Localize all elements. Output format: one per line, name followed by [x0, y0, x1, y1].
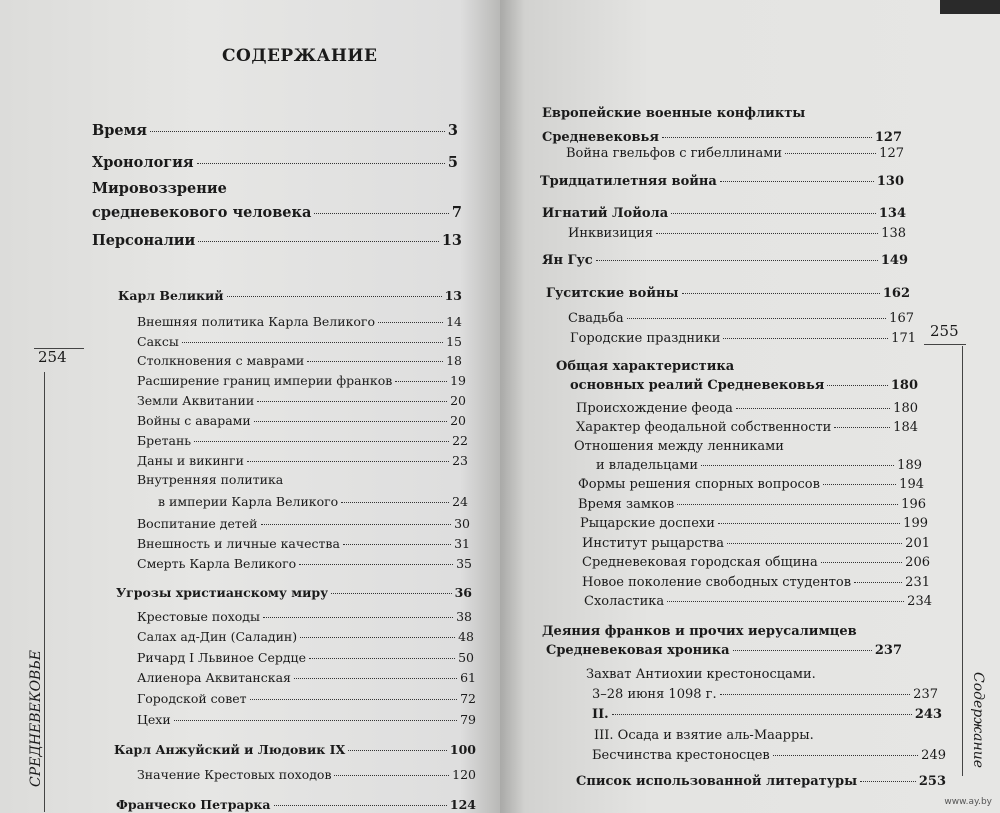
toc-entry-page: 180	[890, 378, 918, 393]
toc-entry-page: 138	[881, 226, 906, 241]
toc-entry-page: 189	[897, 458, 922, 473]
toc-entry-title: Войны с аварами	[137, 413, 251, 428]
toc-entry	[542, 253, 908, 268]
toc-entry-title: Бесчинства крестоносцев	[592, 748, 770, 763]
toc-entry-page: 79	[460, 712, 476, 727]
toc-leader-dots	[395, 381, 447, 382]
toc-entry-title: Алиенора Аквитанская	[137, 670, 291, 685]
toc-entry-title: Столкновения с маврами	[137, 353, 305, 368]
toc-leader-dots	[194, 441, 449, 442]
toc-entry-title: и владельцами	[596, 458, 699, 473]
toc-entry-page: 184	[893, 420, 918, 435]
toc-leader-dots	[682, 293, 880, 294]
toc-leader-dots	[662, 137, 872, 138]
toc-entry-title: Гуситские войны	[546, 286, 679, 301]
toc-entry-heading-line: Захват Антиохии крестоносцами.	[586, 667, 816, 682]
toc-entry-title: Внешность и личные качества	[137, 536, 340, 551]
toc-leader-dots	[823, 484, 896, 485]
toc-entry-page: 23	[452, 453, 468, 468]
toc-entry	[582, 536, 930, 551]
toc-entry	[137, 433, 468, 448]
toc-entry-title: Саксы	[137, 334, 179, 349]
toc-entry	[580, 516, 928, 531]
toc-entry-page: 31	[454, 536, 470, 551]
page-number-left: 254	[38, 348, 67, 366]
toc-leader-dots	[627, 318, 886, 319]
toc-entry	[158, 494, 468, 509]
toc-leader-dots	[343, 544, 451, 545]
toc-entry-page: 30	[454, 516, 470, 531]
toc-entry-title: Тридцатилетняя война	[540, 174, 717, 189]
toc-leader-dots	[723, 338, 888, 339]
toc-entry-title: Значение Крестовых походов	[137, 767, 332, 782]
toc-entry-page: 35	[456, 556, 472, 571]
toc-entry-page: 7	[451, 204, 462, 221]
toc-leader-dots	[821, 562, 902, 563]
toc-entry	[576, 401, 918, 416]
toc-entry	[570, 378, 918, 393]
toc-entry-title: в империи Карла Великого	[158, 494, 339, 509]
toc-entry-page: 127	[879, 146, 904, 161]
toc-leader-dots	[677, 504, 898, 505]
toc-entry	[596, 458, 922, 473]
toc-entry-title: Воспитание детей	[137, 516, 258, 531]
toc-entry	[116, 797, 476, 812]
toc-leader-dots	[341, 502, 449, 503]
toc-entry-title: Характер феодальной собственности	[576, 420, 832, 435]
toc-entry	[570, 331, 916, 346]
toc-entry	[137, 453, 468, 468]
toc-entry-page: 36	[454, 585, 472, 600]
right-page	[500, 0, 1000, 813]
toc-entry-page: 180	[893, 401, 918, 416]
toc-leader-dots	[736, 408, 890, 409]
toc-entry-page: 237	[913, 687, 938, 702]
toc-leader-dots	[827, 385, 887, 386]
toc-entry	[578, 497, 926, 512]
toc-entry-page: 120	[452, 767, 476, 782]
toc-entry-page: 24	[452, 494, 468, 509]
toc-entry-page: 149	[880, 253, 908, 268]
toc-leader-dots	[250, 699, 458, 700]
toc-entry-title: средневекового человека	[92, 204, 312, 221]
right-horizontal-rule	[924, 344, 966, 345]
toc-leader-dots	[720, 694, 911, 695]
toc-entry-title: основных реалий Средневековья	[570, 378, 825, 393]
toc-entry	[137, 629, 474, 644]
toc-entry	[576, 774, 946, 789]
toc-entry	[578, 477, 924, 492]
toc-entry-title: Средневековая городская община	[582, 555, 818, 570]
toc-entry-title: Франческо Петрарка	[116, 797, 271, 812]
toc-entry-page: 50	[458, 650, 474, 665]
toc-entry	[92, 122, 458, 139]
background-corner	[940, 0, 1000, 14]
toc-leader-dots	[274, 805, 447, 806]
toc-leader-dots	[834, 427, 890, 428]
toc-entry-heading-line: III. Осада и взятие аль-Маарры.	[594, 728, 814, 743]
toc-leader-dots	[701, 465, 894, 466]
toc-leader-dots	[299, 564, 453, 565]
toc-entry-page: 61	[460, 670, 476, 685]
toc-entry-page: 13	[444, 288, 462, 303]
toc-entry-title: Средневековая хроника	[546, 643, 730, 658]
running-title-right: Содержание	[970, 672, 986, 769]
toc-entry-page: 199	[903, 516, 928, 531]
toc-entry-page: 15	[446, 334, 462, 349]
toc-entry	[582, 575, 930, 590]
toc-entry-title: Рыцарские доспехи	[580, 516, 715, 531]
toc-leader-dots	[227, 296, 442, 297]
toc-entry-page: 19	[450, 373, 466, 388]
toc-entry-page: 13	[441, 232, 462, 249]
toc-leader-dots	[314, 213, 449, 214]
toc-entry-title: Карл Великий	[118, 288, 224, 303]
toc-leader-dots	[720, 181, 874, 182]
toc-entry-title: Ян Гус	[542, 253, 593, 268]
toc-entry	[592, 707, 942, 722]
toc-entry	[542, 206, 906, 221]
toc-entry	[137, 609, 472, 624]
toc-entry-page: 249	[921, 748, 946, 763]
toc-leader-dots	[334, 775, 449, 776]
toc-leader-dots	[718, 523, 900, 524]
toc-entry	[137, 334, 462, 349]
page-number-right: 255	[930, 322, 959, 340]
toc-entry-heading-line: Деяния франков и прочих иерусалимцев	[542, 624, 857, 639]
toc-entry-title: Городские праздники	[570, 331, 721, 346]
toc-leader-dots	[331, 593, 451, 594]
toc-entry-title: Внешняя политика Карла Великого	[137, 314, 375, 329]
toc-entry	[566, 146, 904, 161]
toc-entry-page: 130	[876, 174, 904, 189]
toc-leader-dots	[307, 361, 443, 362]
toc-entry-title: Время	[92, 122, 147, 139]
toc-entry	[137, 712, 476, 727]
toc-leader-dots	[261, 524, 452, 525]
toc-entry-page: 234	[907, 594, 932, 609]
toc-entry-heading-line: Внутренняя политика	[137, 472, 284, 487]
toc-entry-page: 38	[456, 609, 472, 624]
watermark: www.ay.by	[944, 797, 992, 807]
toc-entry	[137, 691, 476, 706]
toc-entry	[137, 650, 474, 665]
toc-entry-title: Ричард I Львиное Сердце	[137, 650, 306, 665]
toc-entry-title: Смерть Карла Великого	[137, 556, 297, 571]
toc-entry-page: 206	[905, 555, 930, 570]
toc-entry-page: 253	[918, 774, 946, 789]
toc-leader-dots	[667, 601, 904, 602]
toc-entry-title: Схоластика	[584, 594, 665, 609]
toc-entry-title: Свадьба	[568, 311, 624, 326]
toc-entry-title: Земли Аквитании	[137, 393, 255, 408]
toc-entry	[92, 204, 462, 221]
toc-entry	[118, 288, 462, 303]
toc-entry-title: Цехи	[137, 712, 171, 727]
toc-leader-dots	[656, 233, 878, 234]
toc-entry-page: 194	[899, 477, 924, 492]
toc-entry-title: Война гвельфов с гибеллинами	[566, 146, 782, 161]
toc-entry-page: 171	[891, 331, 916, 346]
toc-entry-title: Формы решения спорных вопросов	[578, 477, 820, 492]
toc-entry	[137, 670, 476, 685]
toc-entry	[137, 516, 470, 531]
toc-entry	[114, 742, 476, 757]
right-vertical-rule	[962, 346, 963, 776]
toc-entry-title: Средневековья	[542, 130, 659, 145]
toc-entry	[592, 748, 946, 763]
toc-leader-dots	[174, 720, 457, 721]
toc-leader-dots	[182, 342, 443, 343]
toc-entry-title: II.	[592, 707, 609, 722]
toc-leader-dots	[612, 714, 912, 715]
toc-leader-dots	[254, 421, 447, 422]
toc-leader-dots	[727, 543, 902, 544]
toc-leader-dots	[671, 213, 876, 214]
toc-entry-title: Инквизиция	[568, 226, 654, 241]
toc-entry-heading-line: Отношения между ленниками	[574, 439, 784, 454]
toc-leader-dots	[309, 658, 455, 659]
toc-entry	[137, 353, 462, 368]
toc-entry-title: Новое поколение свободных студентов	[582, 575, 852, 590]
toc-entry-page: 124	[449, 797, 476, 812]
toc-entry-title: Угрозы христианскому миру	[116, 585, 329, 600]
toc-entry	[584, 594, 932, 609]
toc-entry	[540, 174, 904, 189]
toc-entry-title: Крестовые походы	[137, 609, 260, 624]
toc-entry-page: 22	[452, 433, 468, 448]
toc-leader-dots	[860, 781, 916, 782]
toc-entry-page: 127	[874, 130, 902, 145]
toc-leader-dots	[733, 650, 872, 651]
toc-leader-dots	[378, 322, 443, 323]
toc-entry-title: Происхождение феода	[576, 401, 733, 416]
toc-entry-page: 162	[882, 286, 910, 301]
toc-entry-title: Институт рыцарства	[582, 536, 724, 551]
toc-entry-title: Карл Анжуйский и Людовик IX	[114, 742, 346, 757]
toc-entry-title: Персоналии	[92, 232, 196, 249]
toc-leader-dots	[263, 617, 453, 618]
toc-entry	[92, 154, 458, 171]
toc-entry-heading-line: Мировоззрение	[92, 180, 227, 197]
toc-entry	[137, 314, 462, 329]
toc-entry	[137, 373, 466, 388]
toc-entry-page: 20	[450, 393, 466, 408]
toc-entry-page: 201	[905, 536, 930, 551]
toc-entry	[592, 687, 938, 702]
left-vertical-rule	[44, 372, 45, 812]
toc-entry-heading-line: Общая характеристика	[556, 359, 735, 374]
toc-entry-heading-line: Европейские военные конфликты	[542, 106, 806, 121]
toc-entry-page: 3	[447, 122, 458, 139]
toc-entry-page: 231	[905, 575, 930, 590]
toc-entry-title: Время замков	[578, 497, 675, 512]
toc-entry-title: Расширение границ империи франков	[137, 373, 393, 388]
toc-leader-dots	[300, 637, 455, 638]
toc-entry	[546, 286, 910, 301]
toc-entry-title: Игнатий Лойола	[542, 206, 669, 221]
toc-entry-page: 196	[901, 497, 926, 512]
toc-entry	[137, 556, 472, 571]
toc-leader-dots	[247, 461, 449, 462]
toc-leader-dots	[257, 401, 447, 402]
toc-leader-dots	[785, 153, 876, 154]
toc-entry	[92, 232, 462, 249]
toc-entry-title: Хронология	[92, 154, 194, 171]
toc-entry-title: Городской совет	[137, 691, 247, 706]
toc-entry-title: Список использованной литературы	[576, 774, 858, 789]
toc-entry	[542, 130, 902, 145]
toc-leader-dots	[197, 163, 445, 164]
toc-entry-page: 237	[874, 643, 902, 658]
toc-entry-page: 18	[446, 353, 462, 368]
toc-entry-page: 100	[449, 742, 476, 757]
toc-entry-title: Бретань	[137, 433, 192, 448]
toc-entry	[137, 393, 466, 408]
toc-entry	[582, 555, 930, 570]
toc-leader-dots	[596, 260, 878, 261]
running-title-left: СРЕДНЕВЕКОВЬЕ	[28, 650, 44, 787]
toc-entry-page: 72	[460, 691, 476, 706]
toc-entry-title: 3–28 июня 1098 г.	[592, 687, 717, 702]
toc-leader-dots	[150, 131, 445, 132]
toc-entry	[137, 413, 466, 428]
toc-entry	[546, 643, 902, 658]
toc-entry-page: 48	[458, 629, 474, 644]
toc-entry-page: 14	[446, 314, 462, 329]
toc-entry	[116, 585, 472, 600]
toc-leader-dots	[348, 750, 447, 751]
toc-leader-dots	[773, 755, 918, 756]
toc-leader-dots	[294, 678, 457, 679]
toc-entry	[137, 767, 476, 782]
toc-entry-page: 20	[450, 413, 466, 428]
contents-heading: СОДЕРЖАНИЕ	[222, 46, 378, 66]
toc-entry	[576, 420, 918, 435]
toc-leader-dots	[854, 582, 902, 583]
toc-entry-title: Салах ад-Дин (Саладин)	[137, 629, 298, 644]
toc-entry-page: 167	[889, 311, 914, 326]
toc-entry	[137, 536, 470, 551]
toc-entry	[568, 226, 906, 241]
toc-entry-title: Даны и викинги	[137, 453, 244, 468]
toc-entry	[568, 311, 914, 326]
toc-entry-page: 134	[878, 206, 906, 221]
toc-leader-dots	[198, 241, 439, 242]
toc-entry-page: 243	[914, 707, 942, 722]
toc-entry-page: 5	[447, 154, 458, 171]
